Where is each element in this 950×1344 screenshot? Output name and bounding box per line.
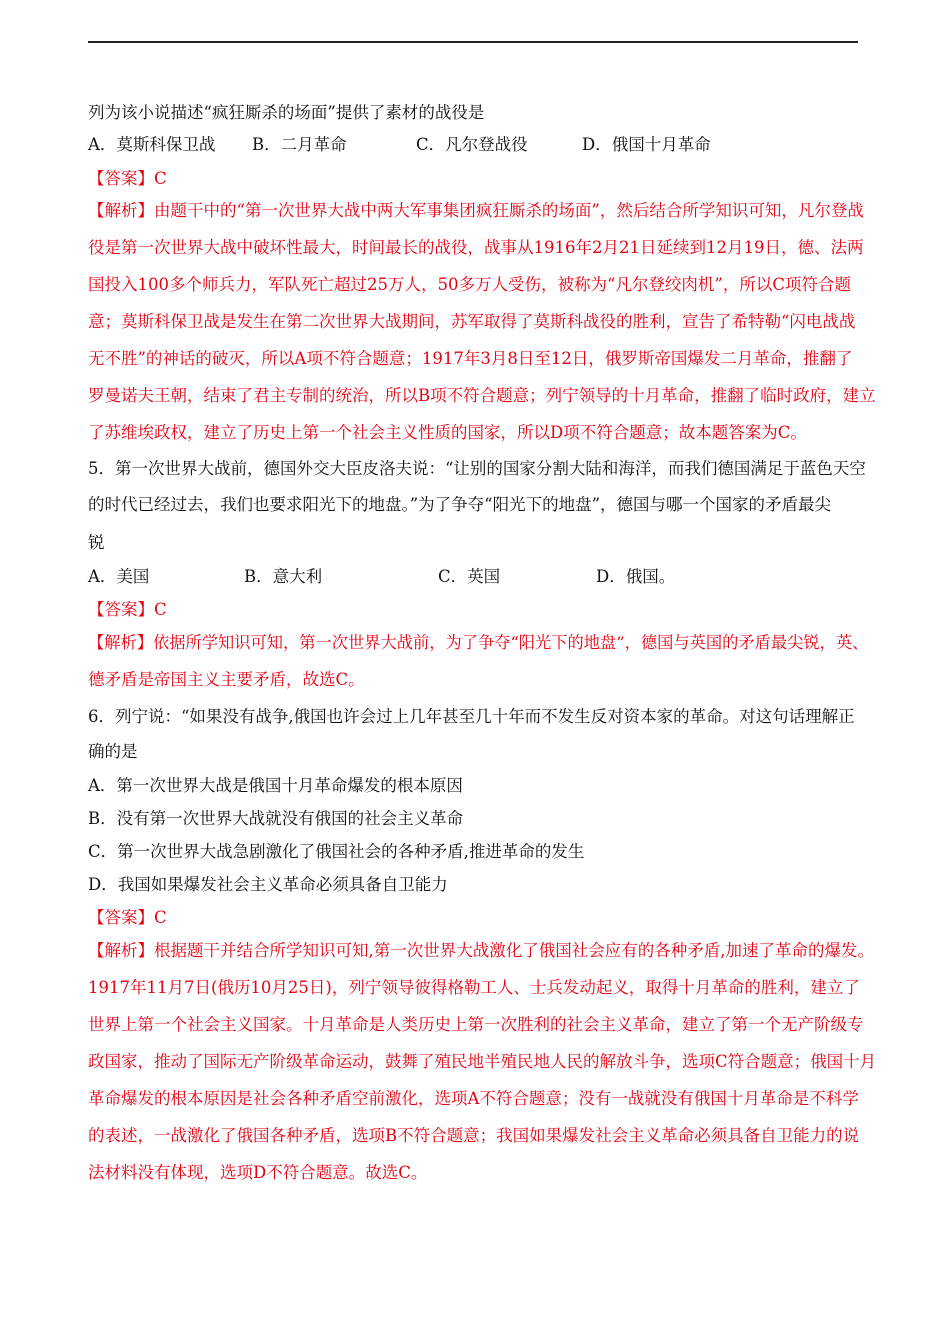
q4-option-b: B．二月革命 [252, 135, 347, 154]
answer-value: C [154, 908, 167, 927]
q5-option-c: C．英国 [438, 567, 501, 586]
q6-analysis-line: 1917年11月7日(俄历10月25日)，列宁领导彼得格勒工人、士兵发动起义，取得十月革命的胜利，建立了 [88, 978, 860, 997]
q4-analysis-line: 意；莫斯科保卫战是发生在第二次世界大战期间，苏军取得了莫斯科战役的胜利，宣告了希特勒“闪电战战 [88, 312, 856, 331]
answer-tag: 【答案】 [88, 908, 154, 927]
analysis-tag: 【解析】 [88, 633, 153, 652]
q4-analysis-line: 无不胜”的神话的破灭，所以A项不符合题意；1917年3月8日至12日，俄罗斯帝国爆发二月革命，推翻了 [88, 349, 853, 368]
q6-option-a: A．第一次世界大战是俄国十月革命爆发的根本原因 [88, 776, 463, 795]
q6-analysis-line: 革命爆发的根本原因是社会各种矛盾空前激化，选项A不符合题意；没有一战就没有俄国十月革命是不科学 [88, 1089, 859, 1108]
q6-option-c: C．第一次世界大战急剧激化了俄国社会的各种矛盾,推进革命的发生 [88, 842, 585, 861]
q6-option-d: D．我国如果爆发社会主义革命必须具备自卫能力 [88, 875, 448, 894]
q4-analysis-line: 了苏维埃政权，建立了历史上第一个社会主义性质的国家，所以D项不符合题意；故本题答案为C。 [88, 423, 807, 442]
q5-answer [88, 599, 878, 621]
q4-analysis-line: 国投入100多个师兵力，军队死亡超过25万人，50多万人受伤，被称为“凡尔登绞肉机”，所以C项符合题 [88, 275, 851, 294]
answer-value: C [154, 600, 167, 619]
q5-option-b: B．意大利 [244, 567, 323, 586]
header-rule [88, 41, 858, 43]
q5-analysis-line: 【解析】依据所学知识可知，第一次世界大战前，为了争夺“阳光下的地盘”，德国与英国的矛盾最尖锐，英、 [88, 633, 869, 652]
q6-stem-line: 确的是 [88, 742, 138, 761]
q6-answer [88, 907, 878, 929]
q4-option-a: A．莫斯科保卫战 [88, 135, 216, 154]
q6-analysis-line: 政国家，推动了国际无产阶级革命运动，鼓舞了殖民地半殖民地人民的解放斗争，选项C符合题意；俄国十月 [88, 1052, 877, 1071]
q6-analysis-line: 的表述，一战激化了俄国各种矛盾，选项B不符合题意；我国如果爆发社会主义革命必须具备自卫能力的说 [88, 1126, 860, 1145]
q6-option-b: B．没有第一次世界大战就没有俄国的社会主义革命 [88, 809, 464, 828]
q4-analysis-line: 罗曼诺夫王朝，结束了君主专制的统治，所以B项不符合题意；列宁领导的十月革命，推翻了临时政府，建立 [88, 386, 876, 405]
q6-analysis-line: 法材料没有体现，选项D不符合题意。故选C。 [88, 1163, 428, 1182]
q5-analysis-line: 德矛盾是帝国主义主要矛盾，故选C。 [88, 670, 365, 689]
q4-stem: 列为该小说描述“疯狂厮杀的场面”提供了素材的战役是 [88, 103, 485, 122]
q6-stem-line: 6．列宁说：“如果没有战争,俄国也许会过上几年甚至几十年而不发生反对资本家的革命。对这句话理解正 [88, 707, 855, 726]
q5-option-a: A．美国 [88, 567, 150, 586]
analysis-tag: 【解析】 [88, 941, 154, 960]
q4-analysis-line: 【解析】由题干中的“第一次世界大战中两大军事集团疯狂厮杀的场面”，然后结合所学知识可知，凡尔登战 [88, 201, 864, 220]
q4-answer [88, 168, 878, 190]
q6-analysis-line: 世界上第一个社会主义国家。十月革命是人类历史上第一次胜利的社会主义革命，建立了第一个无产阶级专 [88, 1015, 864, 1034]
answer-tag: 【答案】 [88, 600, 154, 619]
answer-tag: 【答案】 [88, 169, 154, 188]
q5-stem-line: 5．第一次世界大战前，德国外交大臣皮洛夫说：“让别的国家分割大陆和海洋，而我们德国满足于蓝色天空 [88, 459, 866, 478]
q4-analysis-line: 役是第一次世界大战中破坏性最大，时间最长的战役，战事从1916年2月21日延续到12月19日，德、法两 [88, 238, 864, 257]
q5-stem-line: 的时代已经过去，我们也要求阳光下的地盘。”为了争夺“阳光下的地盘”，德国与哪一个国家的矛盾最尖 [88, 495, 832, 514]
q4-option-d: D．俄国十月革命 [582, 135, 711, 154]
q5-option-d: D．俄国。 [596, 567, 676, 586]
analysis-tag: 【解析】 [88, 201, 154, 220]
q4-option-c: C．凡尔登战役 [416, 135, 528, 154]
q5-stem-line: 锐 [88, 533, 105, 552]
answer-value: C [154, 169, 167, 188]
q6-analysis-line: 【解析】根据题干并结合所学知识可知,第一次世界大战激化了俄国社会应有的各种矛盾,加速了革命的爆发。 [88, 941, 874, 960]
